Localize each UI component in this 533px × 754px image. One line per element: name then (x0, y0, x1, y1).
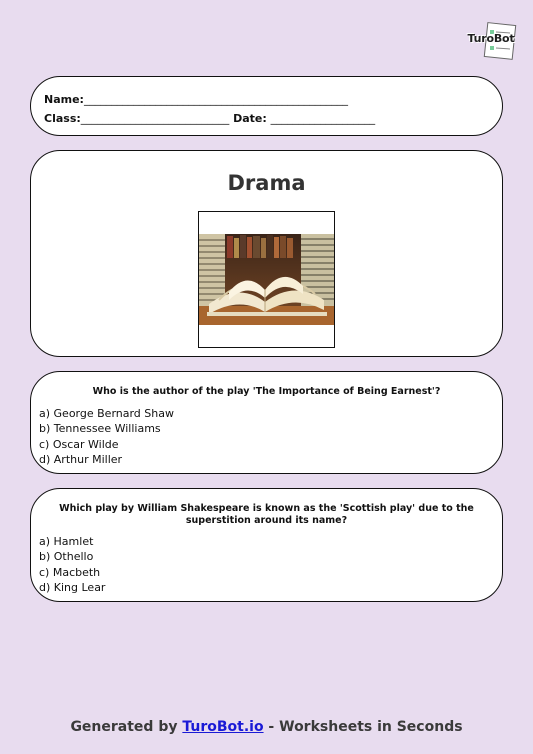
date-field[interactable]: ___________________ (270, 112, 376, 125)
class-date-line (44, 112, 375, 125)
option-c[interactable]: c) Oscar Wilde (39, 437, 119, 451)
options-list (39, 534, 105, 595)
logo-text: TuroBot (467, 32, 515, 45)
page-title: Drama (227, 171, 306, 195)
option-a[interactable]: a) Hamlet (39, 535, 94, 548)
footer-prefix: Generated by (70, 719, 183, 735)
option-b[interactable]: b) Tennessee Williams (39, 422, 161, 436)
name-label: Name: (44, 93, 84, 106)
class-label: Class: (44, 112, 81, 125)
option-d[interactable]: d) King Lear (39, 580, 106, 594)
question-card-1 (30, 371, 503, 474)
option-b[interactable]: b) Othello (39, 550, 94, 564)
student-info-card (30, 76, 503, 136)
question-text: Which play by William Shakespeare is known as the 'Scottish play' due to the superstition around its name? (59, 503, 474, 526)
footer-suffix: - Worksheets in Seconds (263, 719, 463, 735)
turobot-link[interactable]: TuroBot.io (182, 719, 264, 735)
question-text: Who is the author of the play 'The Importance of Being Earnest'? (92, 386, 441, 397)
name-line (44, 93, 348, 106)
books-image (198, 211, 335, 348)
turobot-logo (464, 22, 518, 60)
option-c[interactable]: c) Macbeth (39, 565, 101, 579)
options-list (39, 406, 174, 467)
option-a[interactable]: a) George Bernard Shaw (39, 407, 174, 420)
open-book-image (199, 234, 334, 325)
date-label: Date: (233, 112, 267, 125)
question-card-2 (30, 488, 503, 602)
option-d[interactable]: d) Arthur Miller (39, 452, 123, 466)
title-card (30, 150, 503, 357)
class-field[interactable]: ___________________________ (80, 112, 230, 125)
name-field[interactable]: ________________________________________________ (83, 93, 348, 106)
footer (0, 719, 533, 735)
